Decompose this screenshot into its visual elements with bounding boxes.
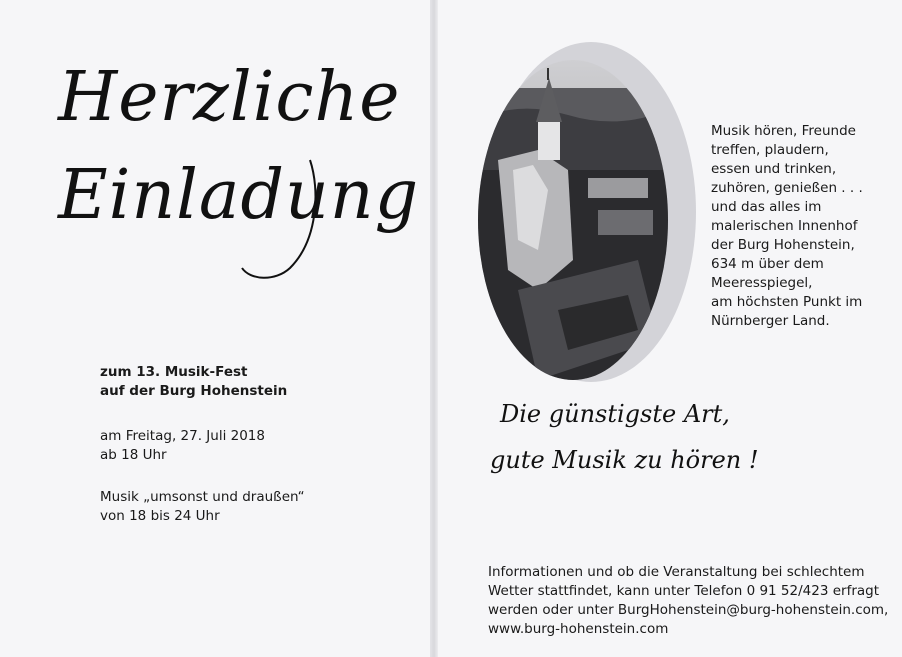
- music-block: [100, 488, 305, 526]
- fold-line: [430, 0, 438, 657]
- castle-photo-image: [478, 60, 668, 380]
- description-line: essen und trinken,: [711, 161, 837, 177]
- description-line: malerischen Innenhof: [711, 218, 858, 234]
- tagline-line-1: Die günstigste Art,: [500, 400, 730, 428]
- date-line-1: am Freitag, 27. Juli 2018: [100, 428, 265, 444]
- tagline-line-2: gute Musik zu hören !: [490, 446, 759, 474]
- contact-block: [488, 563, 888, 639]
- contact-line: Informationen und ob die Veranstaltung bei schlechtem: [488, 564, 865, 580]
- title-swash-decoration: [200, 150, 340, 290]
- event-line-2: auf der Burg Hohenstein: [100, 383, 288, 399]
- description-line: und das alles im: [711, 199, 822, 215]
- description-line: am höchsten Punkt im: [711, 294, 863, 310]
- description-line: treffen, plaudern,: [711, 142, 829, 158]
- description-line: 634 m über dem: [711, 256, 824, 272]
- title-line-1: Herzliche: [58, 58, 401, 137]
- contact-line: werden oder unter BurgHohenstein@burg-hohenstein.com,: [488, 602, 889, 618]
- event-block: [100, 363, 287, 401]
- description-line: zuhören, genießen . . .: [711, 180, 863, 196]
- castle-photo: [478, 60, 668, 380]
- description-block: [711, 122, 863, 331]
- contact-line: Wetter stattfindet, kann unter Telefon 0 91 52/423 erfragt: [488, 583, 880, 599]
- description-line: Meeresspiegel,: [711, 275, 813, 291]
- music-line-2: von 18 bis 24 Uhr: [100, 508, 220, 524]
- date-block: [100, 427, 265, 465]
- description-line: der Burg Hohenstein,: [711, 237, 855, 253]
- event-line-1: zum 13. Musik-Fest: [100, 364, 248, 380]
- music-line-1: Musik „umsonst und draußen“: [100, 489, 305, 505]
- description-line: Nürnberger Land.: [711, 313, 830, 329]
- description-line: Musik hören, Freunde: [711, 123, 856, 139]
- contact-line: www.burg-hohenstein.com: [488, 621, 669, 637]
- title-line-2: Einladung: [58, 156, 420, 235]
- date-line-2: ab 18 Uhr: [100, 447, 167, 463]
